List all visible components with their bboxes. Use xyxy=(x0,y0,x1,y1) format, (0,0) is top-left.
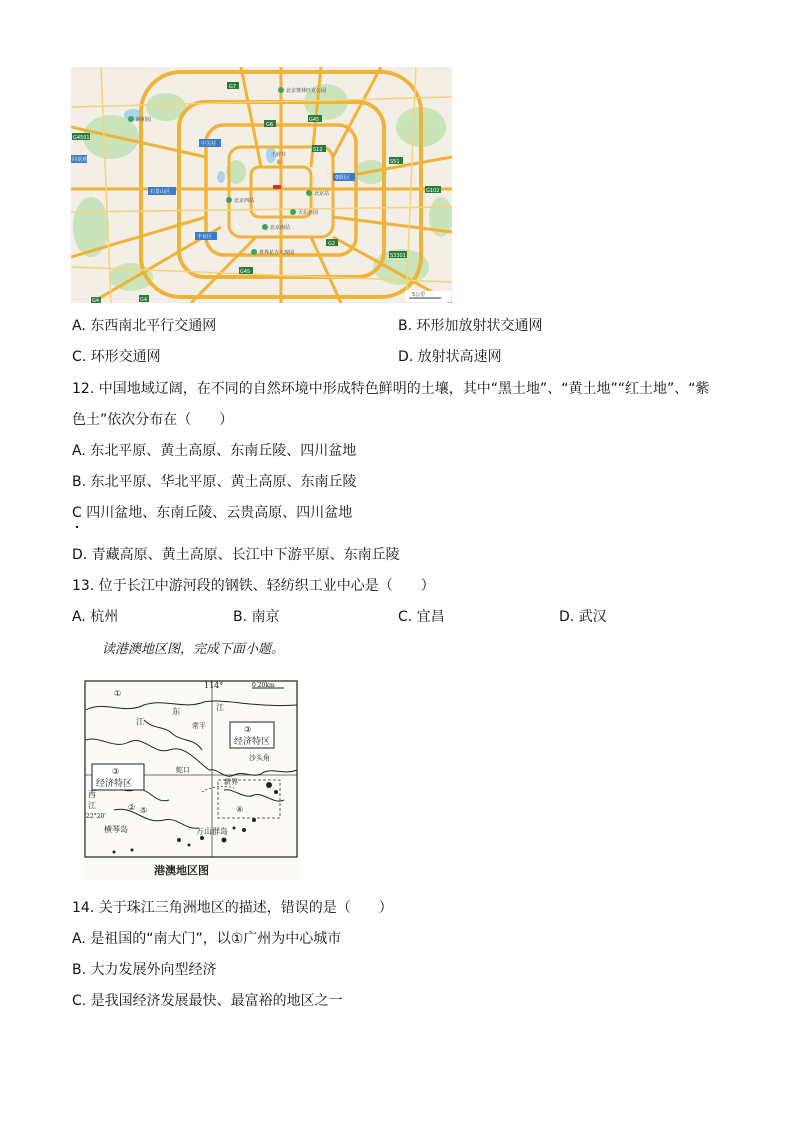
beijing-map-svg xyxy=(71,67,452,303)
shield-g45b: G45 xyxy=(240,269,251,275)
circle-3a: ③ xyxy=(244,725,252,734)
label-yiheyuan: 颐和园 xyxy=(136,117,152,123)
q14-option-a[interactable]: A. 是祖国的“南大门”，以①广州为中心城市 xyxy=(72,931,342,947)
label-fengtai: 丰台区 xyxy=(197,234,213,240)
hk-macau-map xyxy=(84,680,300,880)
map1-scale-bar xyxy=(405,291,451,302)
label-aolin: 北京奥林匹克公园 xyxy=(286,88,327,94)
q14-option-b[interactable]: B. 大力发展外向型经济 xyxy=(72,962,217,978)
circle-1: ① xyxy=(114,689,122,698)
q11-option-d[interactable]: D. 放射状高速网 xyxy=(398,349,502,365)
circle-2: ② xyxy=(128,803,136,812)
map2-scale-label: 0 20km xyxy=(252,682,275,689)
shield-g45: G45 xyxy=(309,117,320,123)
shield-s51: S51 xyxy=(390,159,400,165)
label-jiang3: 江 xyxy=(88,801,96,810)
sez-label-2: 经济特区 xyxy=(96,779,133,789)
circle-3b: ③ xyxy=(112,767,120,776)
label-chaoyang: 朝阳区 xyxy=(335,175,351,181)
shield-g7: G7 xyxy=(229,84,237,90)
lon-label: 114° xyxy=(204,681,224,690)
q13-option-a[interactable]: A. 杭州 xyxy=(72,609,119,625)
shield-g2: G2 xyxy=(328,241,336,247)
circle-5: ⑤ xyxy=(140,806,148,815)
label-beijingzhan: 北京站 xyxy=(314,191,330,197)
q12-option-c-dot xyxy=(76,526,78,528)
shield-g4b: G4 xyxy=(92,298,100,303)
circle-4: ④ xyxy=(236,805,244,814)
map-intro-text: 读港澳地区图，完成下面小题。 xyxy=(102,642,285,657)
label-jiang: 江 xyxy=(136,717,144,726)
label-shatoujiao: 沙头角 xyxy=(249,754,270,762)
label-changping: 常平 xyxy=(192,722,206,730)
q13-option-d[interactable]: D. 武汉 xyxy=(559,609,607,625)
map2-caption: 港澳地区图 xyxy=(154,864,209,877)
label-wangfujing: 王府井 xyxy=(271,152,287,158)
q12-option-a[interactable]: A. 东北平原、黄土高原、东南丘陵、四川盆地 xyxy=(72,443,357,459)
q13-stem: 13. 位于长江中游河段的钢铁、轻纺织工业中心是（ ） xyxy=(72,578,435,594)
shield-s3301: S3301 xyxy=(390,253,406,259)
q12-stem-line2: 色土”依次分布在（ ） xyxy=(72,412,234,428)
shield-g6: G6 xyxy=(266,122,274,128)
q12-option-c[interactable]: C 四川盆地、东南丘陵、云贵高原、四川盆地 xyxy=(72,505,353,521)
q14-option-c[interactable]: C. 是我国经济发展最快、最富裕的地区之一 xyxy=(72,993,343,1009)
q12-option-d[interactable]: D. 青藏高原、黄土高原、长江中下游平原、东南丘陵 xyxy=(72,547,400,563)
sez-label-1: 经济特区 xyxy=(234,737,271,747)
q11-option-c[interactable]: C. 环形交通网 xyxy=(72,349,161,365)
label-haidian: 中关村 xyxy=(201,141,217,147)
hk-macau-map-svg xyxy=(84,680,300,880)
q12-option-b[interactable]: B. 东北平原、华北平原、黄土高原、东南丘陵 xyxy=(72,474,357,490)
label-tiantan: 天坛公园 xyxy=(298,210,319,216)
label-xinjie: 新界 xyxy=(224,778,238,786)
label-beijingnan: 北京南站 xyxy=(270,225,291,231)
label-shijingshan: 石景山区 xyxy=(150,189,171,195)
q13-option-c[interactable]: C. 宜昌 xyxy=(398,609,445,625)
scale-label: 5公里 xyxy=(412,292,426,298)
label-shekou: 蛇口 xyxy=(176,766,190,774)
label-beijingxi: 北京西站 xyxy=(234,198,255,204)
label-shijie: 世界花卉大观园 xyxy=(259,250,295,256)
shield-s12: S12 xyxy=(313,147,323,153)
label-huilongguan: 回龙观 xyxy=(72,157,88,163)
label-hengqin: 横琴岛 xyxy=(104,825,128,834)
lat-label: 22°20' xyxy=(86,813,106,820)
q11-option-a[interactable]: A. 东西南北平行交通网 xyxy=(72,318,217,334)
shield-g4: G4 xyxy=(140,297,148,303)
q13-option-b[interactable]: B. 南京 xyxy=(233,609,280,625)
label-wanshan: 万山群岛 xyxy=(196,827,228,836)
label-dong: 东 xyxy=(172,707,180,716)
q12-stem-line1: 12. 中国地域辽阔，在不同的自然环境中形成特色鲜明的土壤，其中“黑土地”、“黄土地”“红土地”、“紫 xyxy=(72,381,710,397)
shield-g102: G102 xyxy=(426,188,440,194)
q11-option-b[interactable]: B. 环形加放射状交通网 xyxy=(398,318,543,334)
label-jiang2: 江 xyxy=(216,703,224,712)
beijing-road-map xyxy=(71,67,452,303)
shield-g4501: G4501 xyxy=(73,135,90,141)
label-xi: 西 xyxy=(88,790,96,799)
q14-stem: 14. 关于珠江三角洲地区的描述，错误的是（ ） xyxy=(72,900,393,916)
